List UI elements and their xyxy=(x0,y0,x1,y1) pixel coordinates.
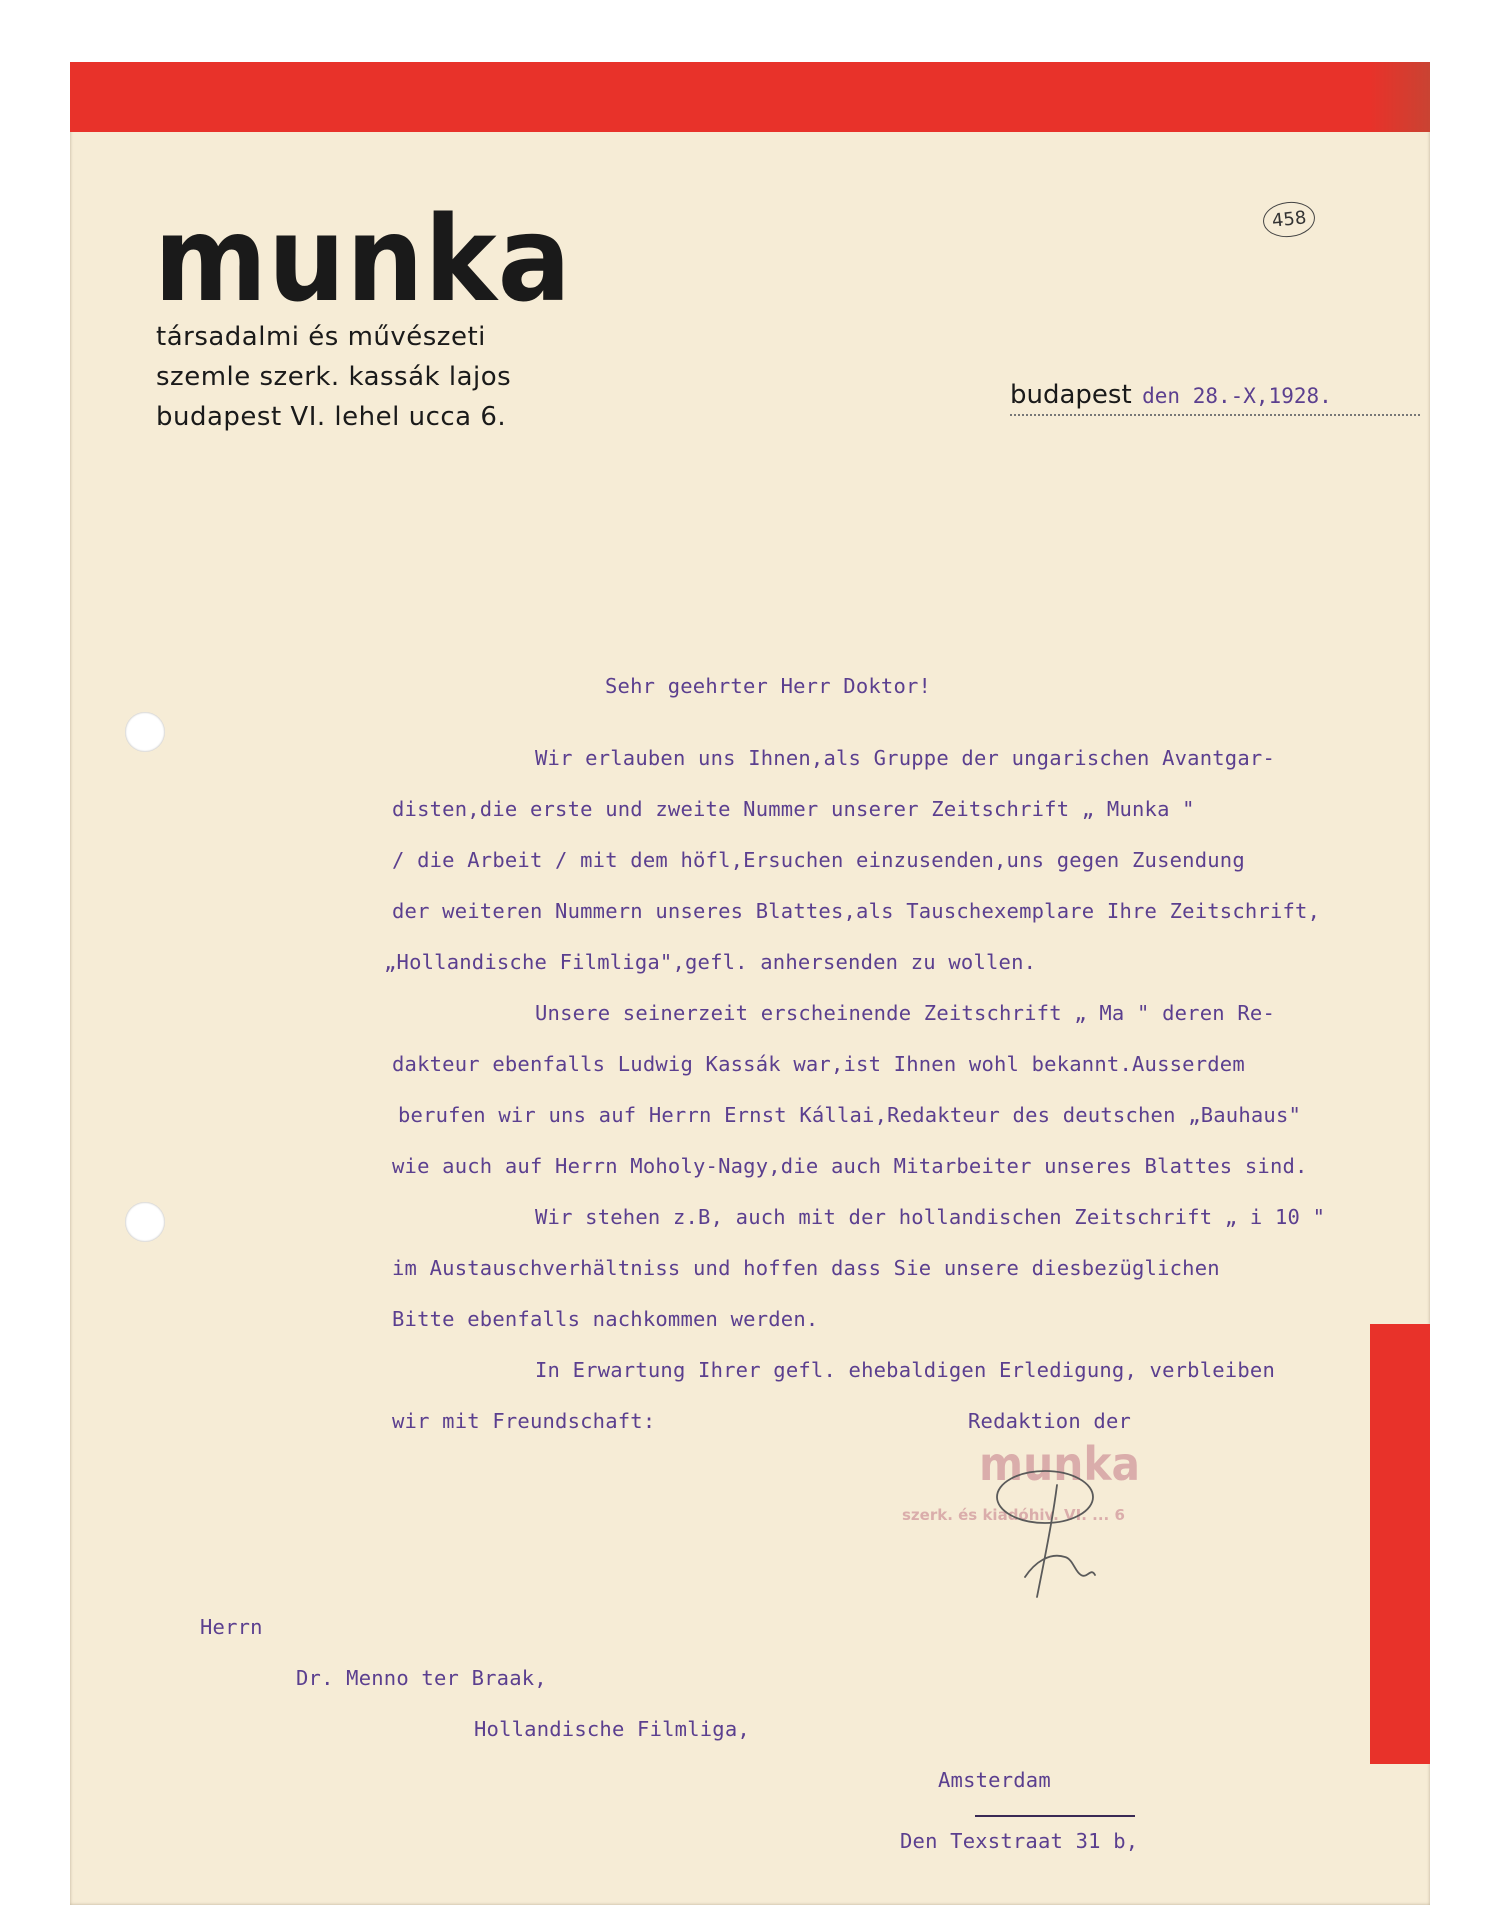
dateline-city: budapest xyxy=(1010,380,1132,410)
side-red-bar xyxy=(1370,1324,1430,1764)
dateline xyxy=(1010,380,1420,416)
body-line-12: Bitte ebenfalls nachkommen werden. xyxy=(392,1307,819,1331)
body-line-3: / die Arbeit / mit dem höfl,Ersuchen einzusenden,uns gegen Zusendung xyxy=(392,848,1245,872)
body-line-5: „Hollandische Filmliga",gefl. anhersenden zu wollen. xyxy=(384,950,1037,974)
letter-sheet xyxy=(70,62,1430,1905)
band-edge xyxy=(1370,62,1430,132)
body-line-4: der weiteren Nummern unseres Blattes,als Tauschexemplare Ihre Zeitschrift, xyxy=(392,899,1321,923)
body-line-6: Unsere seinerzeit erscheinende Zeitschrift „ Ma " deren Re- xyxy=(535,1001,1275,1025)
body-line-10: Wir stehen z.B, auch mit der hollandischen Zeitschrift „ i 10 " xyxy=(535,1205,1326,1229)
tagline-line-2: szemle szerk. kassák lajos xyxy=(156,362,512,392)
letterhead-tagline xyxy=(156,317,511,437)
stamp-logo: munka xyxy=(979,1437,1141,1491)
address-street: Den Texstraat 31 b, xyxy=(900,1829,1139,1853)
address-herrn: Herrn xyxy=(200,1615,263,1639)
letterhead-logo: munka xyxy=(154,190,572,328)
body-line-13: In Erwartung Ihrer gefl. ehebaldigen Erledigung, verbleiben xyxy=(535,1358,1275,1382)
address-city: Amsterdam xyxy=(938,1768,1051,1792)
city-underline xyxy=(975,1815,1135,1817)
dateline-date: den 28.-X,1928. xyxy=(1142,384,1332,408)
archive-number: 458 xyxy=(1261,199,1317,239)
tagline-line-1: társadalmi és művészeti xyxy=(156,322,486,352)
body-line-2: disten,die erste und zweite Nummer unserer Zeitschrift „ Munka " xyxy=(392,797,1195,821)
body-line-14: wir mit Freundschaft: xyxy=(392,1409,656,1433)
body-line-9: wie auch auf Herrn Moholy-Nagy,die auch Mitarbeiter unseres Blattes sind. xyxy=(392,1154,1308,1178)
top-red-band xyxy=(70,62,1430,132)
handwritten-signature xyxy=(995,1447,1105,1637)
punch-hole-lower xyxy=(125,1202,165,1242)
address-organization: Hollandische Filmliga, xyxy=(474,1717,750,1741)
body-line-7: dakteur ebenfalls Ludwig Kassák war,ist Ihnen wohl bekannt.Ausserdem xyxy=(392,1052,1245,1076)
salutation: Sehr geehrter Herr Doktor! xyxy=(605,674,932,698)
closing-line: Redaktion der xyxy=(968,1409,1132,1433)
stamp-subtext: szerk. és kiadóhiv. VI. ... 6 xyxy=(902,1506,1125,1524)
body-line-8: berufen wir uns auf Herrn Ernst Kállai,Redakteur des deutschen „Bauhaus" xyxy=(398,1103,1302,1127)
body-line-1: Wir erlauben uns Ihnen,als Gruppe der ungarischen Avantgar- xyxy=(535,746,1275,770)
address-name: Dr. Menno ter Braak, xyxy=(296,1666,547,1690)
punch-hole-upper xyxy=(125,712,165,752)
body-line-11: im Austauschverhältniss und hoffen dass Sie unsere diesbezüglichen xyxy=(392,1256,1220,1280)
tagline-line-3: budapest VI. lehel ucca 6. xyxy=(156,402,507,432)
